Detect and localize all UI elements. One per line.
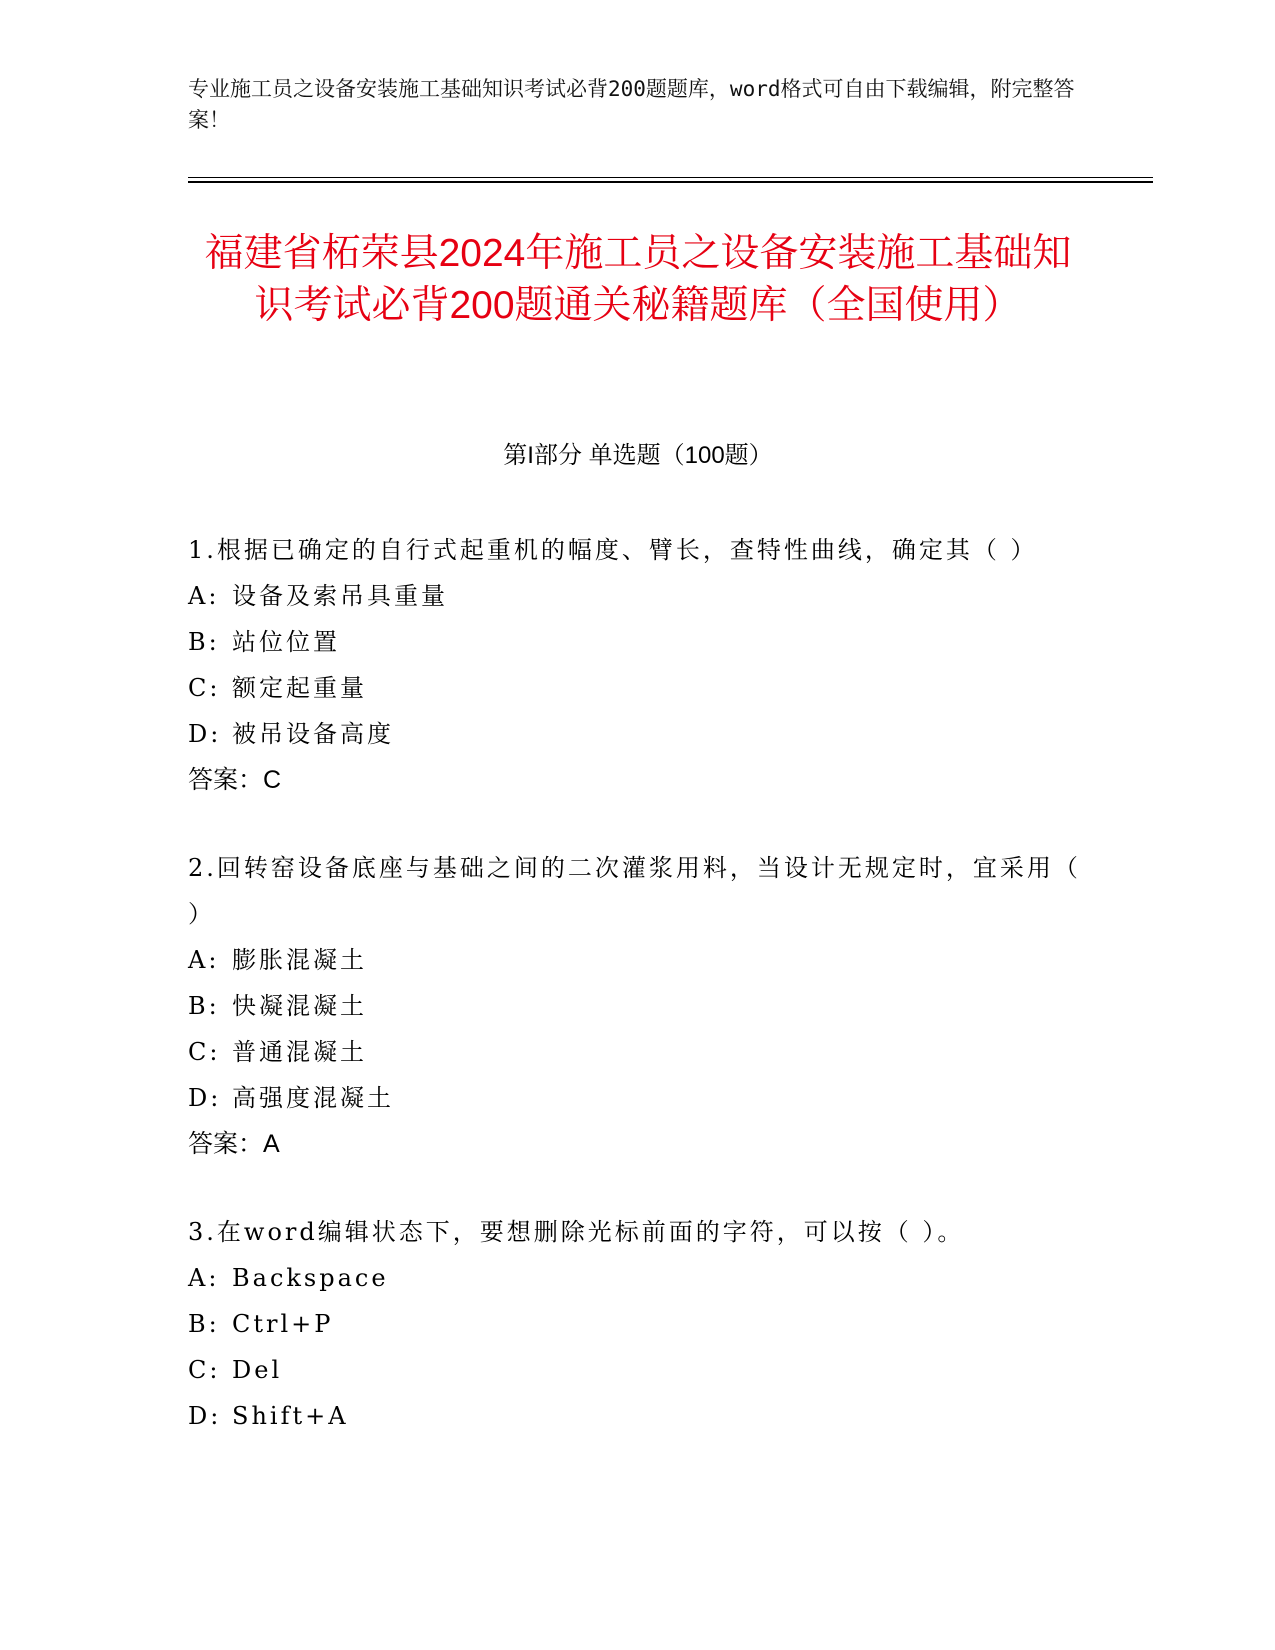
- option-text: Backspace: [232, 1264, 389, 1292]
- option-b: [188, 1301, 1088, 1347]
- option-text: 快凝混凝土: [232, 992, 367, 1020]
- option-key: B:: [188, 628, 220, 656]
- option-key: D:: [188, 720, 222, 748]
- option-text: 普通混凝土: [232, 1038, 367, 1066]
- option-text: Ctrl+P: [232, 1310, 334, 1338]
- option-a: [188, 937, 1088, 983]
- question-2: [188, 845, 1088, 1167]
- option-key: B:: [188, 1310, 220, 1338]
- option-d: [188, 1075, 1088, 1121]
- question-3: [188, 1209, 1088, 1439]
- option-key: D:: [188, 1084, 222, 1112]
- header-divider-thin: [188, 177, 1153, 178]
- option-b: [188, 619, 1088, 665]
- option-text: 站位位置: [232, 628, 340, 656]
- option-c: [188, 665, 1088, 711]
- answer-line: 答案：C: [188, 766, 282, 794]
- option-a: [188, 573, 1088, 619]
- option-d: [188, 711, 1088, 757]
- question-stem: 3.在word编辑状态下，要想删除光标前面的字符，可以按（ ）。: [188, 1218, 965, 1246]
- option-text: Del: [232, 1356, 283, 1384]
- option-a: [188, 1255, 1088, 1301]
- answer-line: 答案：A: [188, 1130, 280, 1158]
- option-text: Shift+A: [232, 1402, 349, 1430]
- option-key: A:: [188, 582, 220, 610]
- option-key: A:: [188, 946, 220, 974]
- option-key: B:: [188, 992, 220, 1020]
- option-text: 设备及索吊具重量: [232, 582, 448, 610]
- option-text: 高强度混凝土: [232, 1084, 394, 1112]
- question-1: [188, 527, 1088, 803]
- question-stem: 2.回转窑设备底座与基础之间的二次灌浆用料，当设计无规定时，宜采用（ ）: [188, 854, 1081, 928]
- option-text: 膨胀混凝土: [232, 946, 367, 974]
- section-heading: 第I部分 单选题（100题）: [503, 442, 773, 469]
- option-key: D:: [188, 1402, 222, 1430]
- option-key: A:: [188, 1264, 220, 1292]
- document-title: 福建省柘荣县2024年施工员之设备安装施工基础知识考试必背200题通关秘籍题库（全国使用）: [204, 232, 1072, 327]
- question-stem: 1.根据已确定的自行式起重机的幅度、臂长，查特性曲线，确定其（ ）: [188, 536, 1038, 564]
- option-c: [188, 1029, 1088, 1075]
- option-key: C:: [188, 1356, 221, 1384]
- option-text: 额定起重量: [232, 674, 367, 702]
- header-note: 专业施工员之设备安装施工基础知识考试必背200题题库，word格式可自由下载编辑，附完整答案！: [188, 77, 1075, 132]
- option-text: 被吊设备高度: [232, 720, 394, 748]
- header-divider-thick: [188, 181, 1153, 183]
- option-d: [188, 1393, 1088, 1439]
- option-key: C:: [188, 674, 221, 702]
- option-c: [188, 1347, 1088, 1393]
- option-b: [188, 983, 1088, 1029]
- option-key: C:: [188, 1038, 221, 1066]
- question-list: [188, 527, 1088, 1481]
